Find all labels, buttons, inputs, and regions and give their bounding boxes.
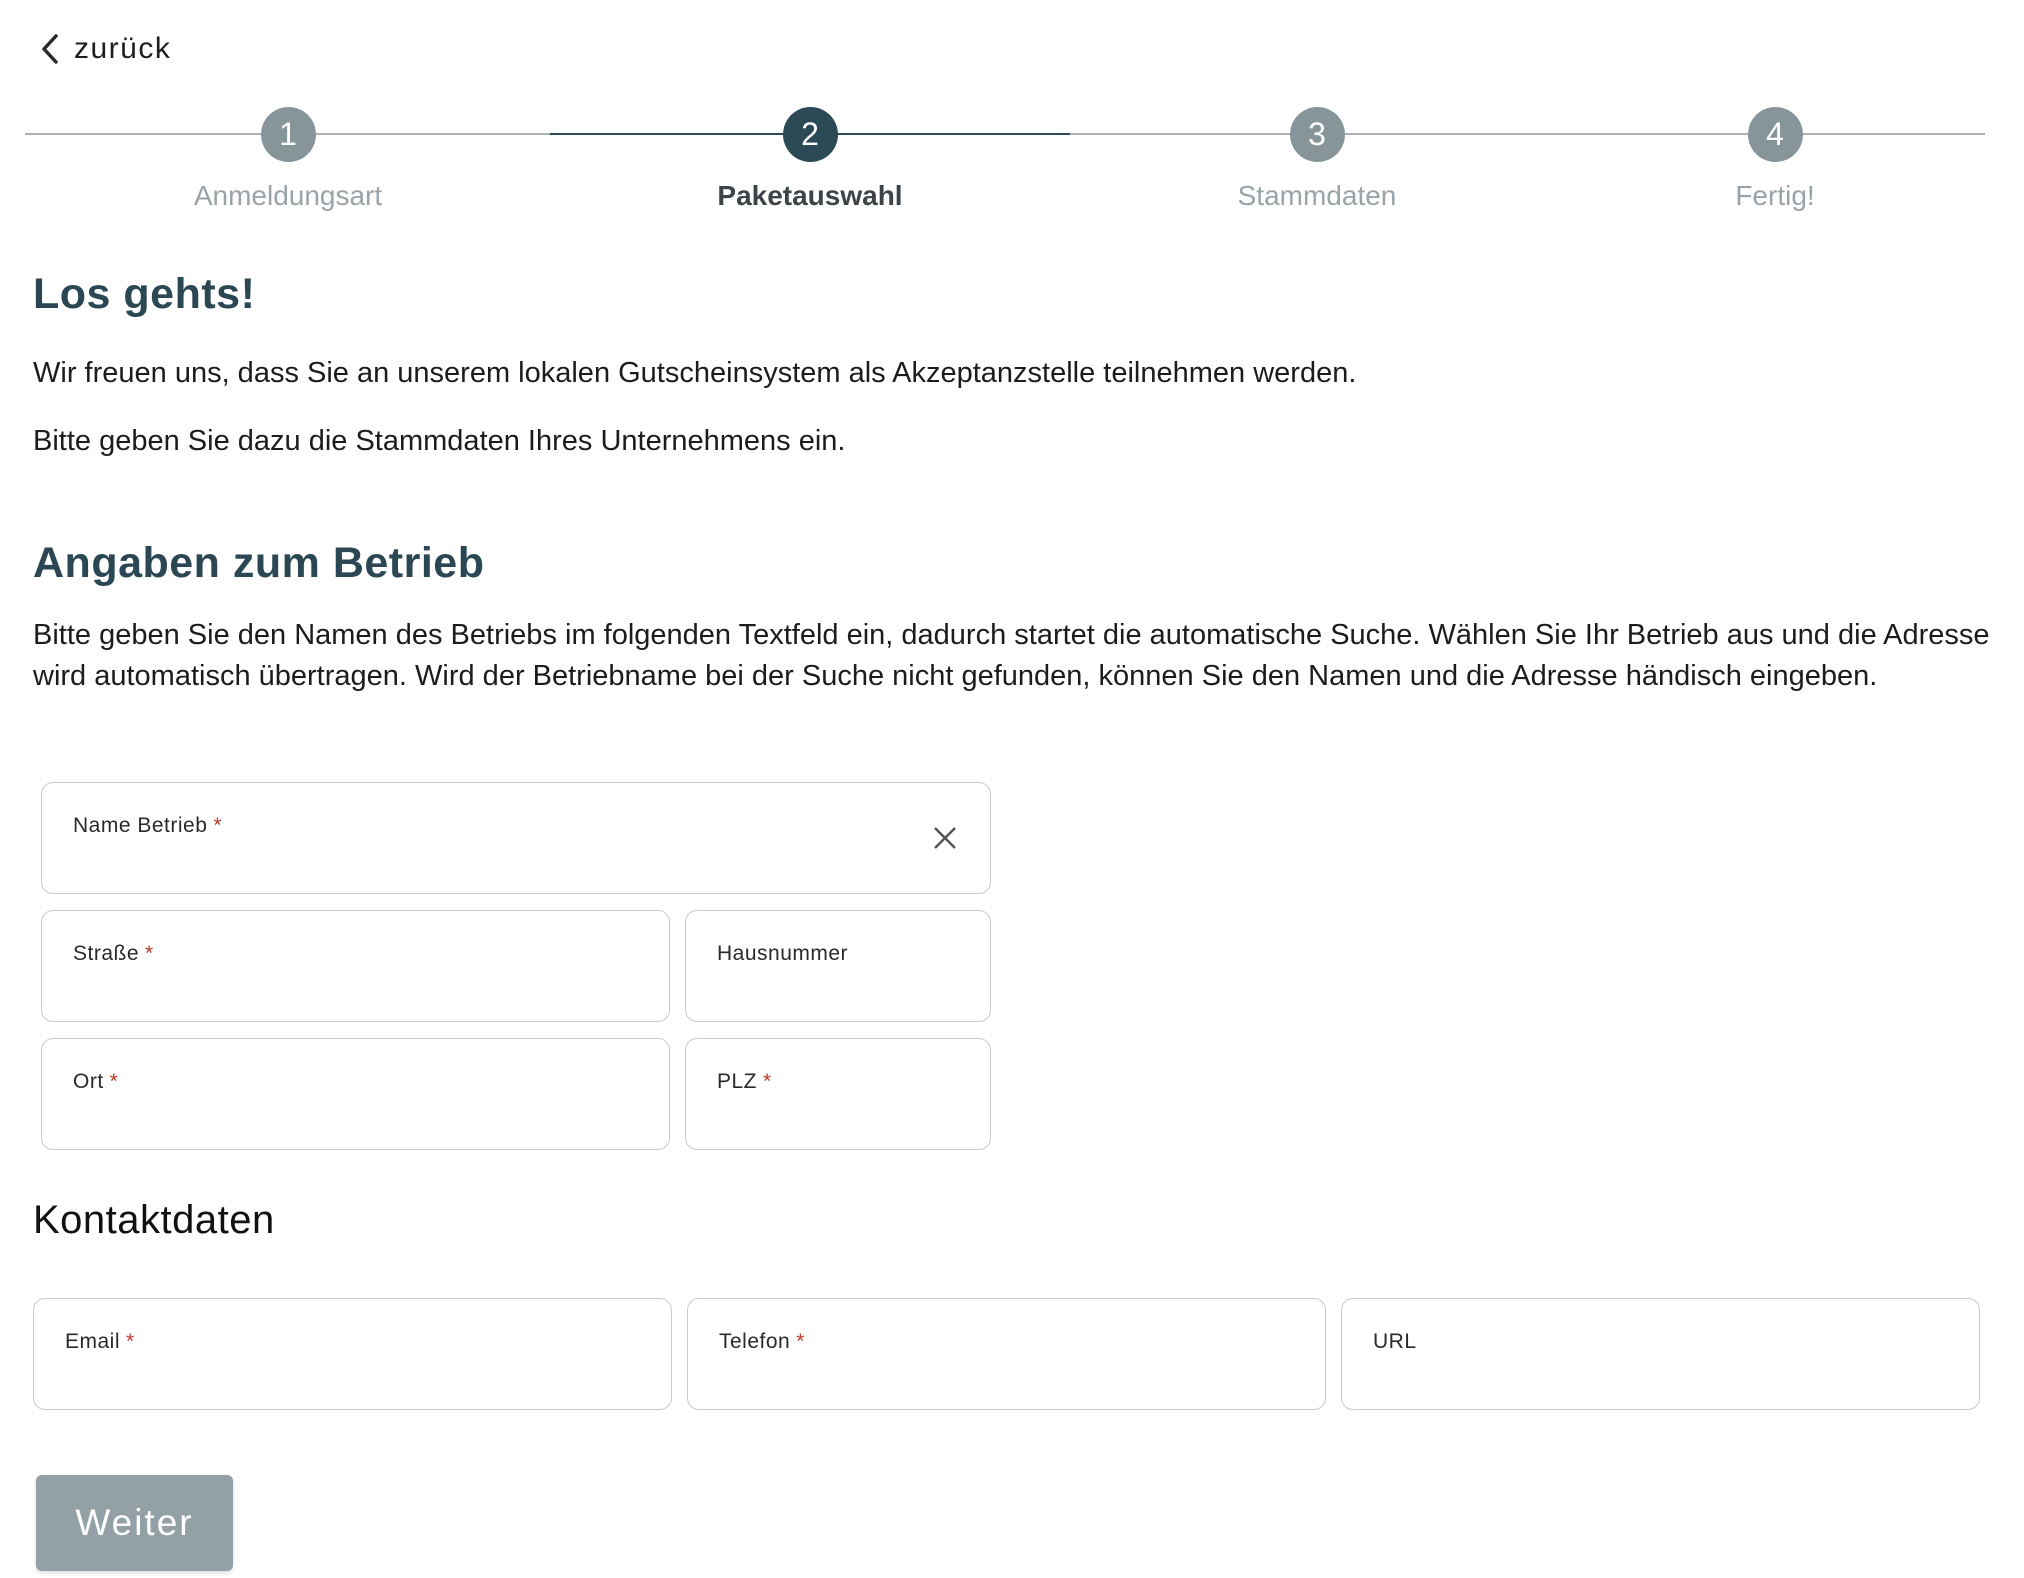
business-name-label	[73, 814, 222, 838]
email-label	[65, 1330, 135, 1354]
housenumber-field[interactable]	[685, 910, 991, 1022]
label-text: Email	[65, 1330, 121, 1353]
step-number: 4	[1748, 107, 1803, 162]
required-marker: *	[126, 1330, 135, 1353]
phone-label	[719, 1330, 805, 1354]
street-input[interactable]	[73, 973, 609, 1011]
email-input[interactable]	[65, 1361, 611, 1399]
city-field[interactable]	[41, 1038, 670, 1150]
street-field[interactable]	[41, 910, 670, 1022]
url-field[interactable]	[1341, 1298, 1980, 1410]
step-number: 2	[783, 107, 838, 162]
back-label: zurück	[74, 32, 172, 65]
business-name-input[interactable]	[73, 845, 930, 883]
progress-stepper	[0, 0, 2024, 240]
step-label: Fertig!	[1735, 180, 1815, 211]
required-marker: *	[213, 814, 223, 837]
label-text: Name Betrieb	[73, 814, 208, 837]
label-text: Telefon	[719, 1330, 791, 1353]
step-number: 1	[261, 107, 316, 162]
label-text: URL	[1373, 1330, 1417, 1353]
close-icon[interactable]	[930, 823, 960, 853]
step-label: Paketauswahl	[717, 180, 903, 211]
housenumber-input[interactable]	[717, 973, 930, 1011]
city-input[interactable]	[73, 1101, 609, 1139]
url-label	[1373, 1330, 1417, 1354]
city-label	[73, 1070, 118, 1094]
step-1[interactable]	[138, 107, 438, 212]
section-title-business: Angaben zum Betrieb	[33, 539, 485, 587]
email-field[interactable]	[33, 1298, 672, 1410]
business-name-field[interactable]	[41, 782, 991, 894]
step-3[interactable]	[1167, 107, 1467, 212]
main-content	[33, 270, 1993, 697]
phone-field[interactable]	[687, 1298, 1326, 1410]
intro-text: Wir freuen uns, dass Sie an unserem lokalen Gutscheinsystem als Akzeptanzstelle teilnehmen werden.	[33, 357, 1357, 389]
step-2[interactable]	[660, 107, 960, 212]
step-label: Anmeldungsart	[193, 180, 383, 211]
label-text: Straße	[73, 942, 140, 965]
required-marker: *	[145, 942, 154, 965]
section-title-contact: Kontaktdaten	[33, 1198, 275, 1242]
intro-instruction: Bitte geben Sie dazu die Stammdaten Ihres Unternehmens ein.	[33, 425, 846, 457]
housenumber-label	[717, 942, 848, 966]
zip-input[interactable]	[717, 1101, 930, 1139]
label-text: Ort	[73, 1070, 104, 1093]
url-input[interactable]	[1373, 1361, 1919, 1399]
label-text: Hausnummer	[717, 942, 849, 965]
step-label: Stammdaten	[1237, 180, 1397, 211]
business-description: Bitte geben Sie den Namen des Betriebs im folgenden Textfeld ein, dadurch startet die automatische Suche. Wählen Sie Ihr Betrieb aus und die Adresse wird automatisch übertragen. Wird der Betriebname bei der Suche nicht gefunden, können Sie den Namen und die Adresse händisch eingeben.	[33, 619, 1990, 692]
step-4[interactable]	[1625, 107, 1925, 212]
label-text: PLZ	[717, 1070, 758, 1093]
street-label	[73, 942, 154, 966]
required-marker: *	[763, 1070, 772, 1093]
required-marker: *	[796, 1330, 805, 1353]
zip-field[interactable]	[685, 1038, 991, 1150]
phone-input[interactable]	[719, 1361, 1265, 1399]
required-marker: *	[109, 1070, 119, 1093]
next-button[interactable]: Weiter	[36, 1475, 233, 1571]
zip-label	[717, 1070, 772, 1094]
page-title: Los gehts!	[33, 270, 256, 318]
step-number: 3	[1290, 107, 1345, 162]
